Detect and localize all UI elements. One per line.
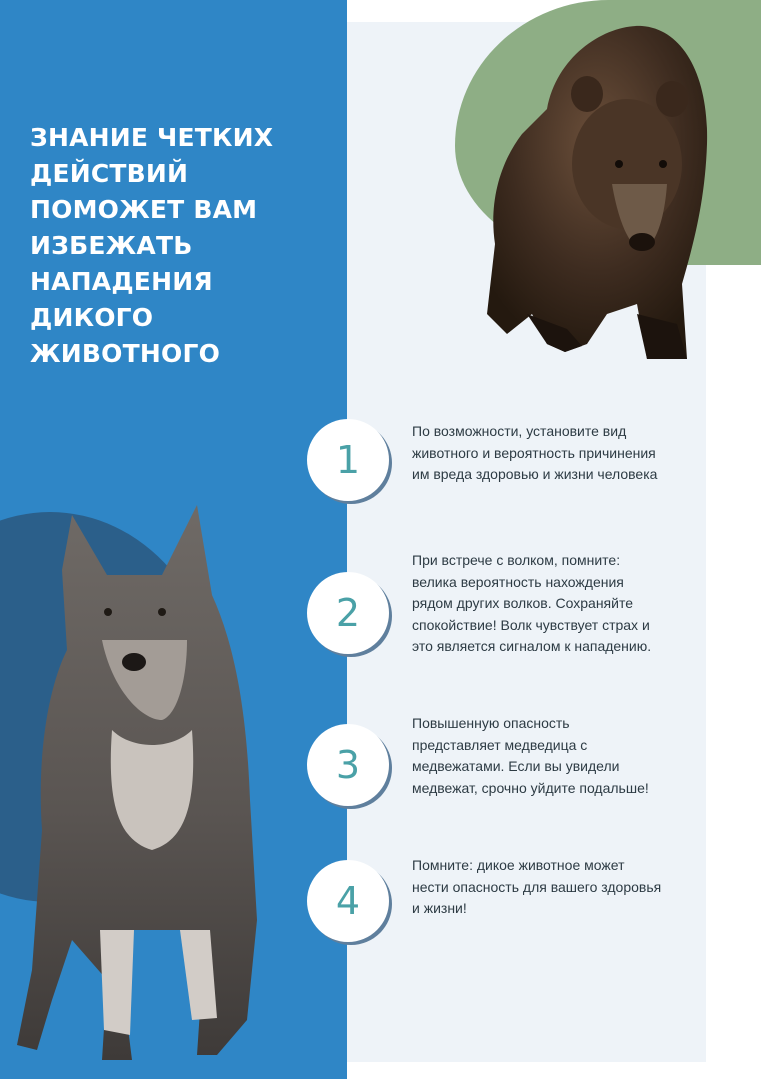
bear-photo xyxy=(487,14,709,369)
step-4-text: Помните: дикое животное может нести опасность для вашего здоровья и жизни! xyxy=(412,857,662,917)
step-4-badge: 4 xyxy=(307,860,389,942)
page-title: ЗНАНИЕ ЧЕТКИХ ДЕЙСТВИЙ ПОМОЖЕТ ВАМ ИЗБЕЖАТЬ НАПАДЕНИЯ ДИКОГО ЖИВОТНОГО xyxy=(30,123,274,368)
step-1-badge: 1 xyxy=(307,419,389,501)
step-2-text: При встрече с волком, помните: велика вероятность нахождения рядом других волков. Сохраняйте спокойствие! Волк чувствует страх и это является сигналом к нападению. xyxy=(412,552,652,655)
step-3-badge: 3 xyxy=(307,724,389,806)
step-1-text: По возможности, установите вид животного и вероятность причинения им вреда здоровью и жизни человека xyxy=(412,423,658,483)
step-3-text: Повышенную опасность представляет медведица с медвежатами. Если вы увидели медвежат, срочно уйдите подальше! xyxy=(412,715,649,796)
wolf-photo xyxy=(12,500,272,1065)
step-2-badge: 2 xyxy=(307,572,389,654)
